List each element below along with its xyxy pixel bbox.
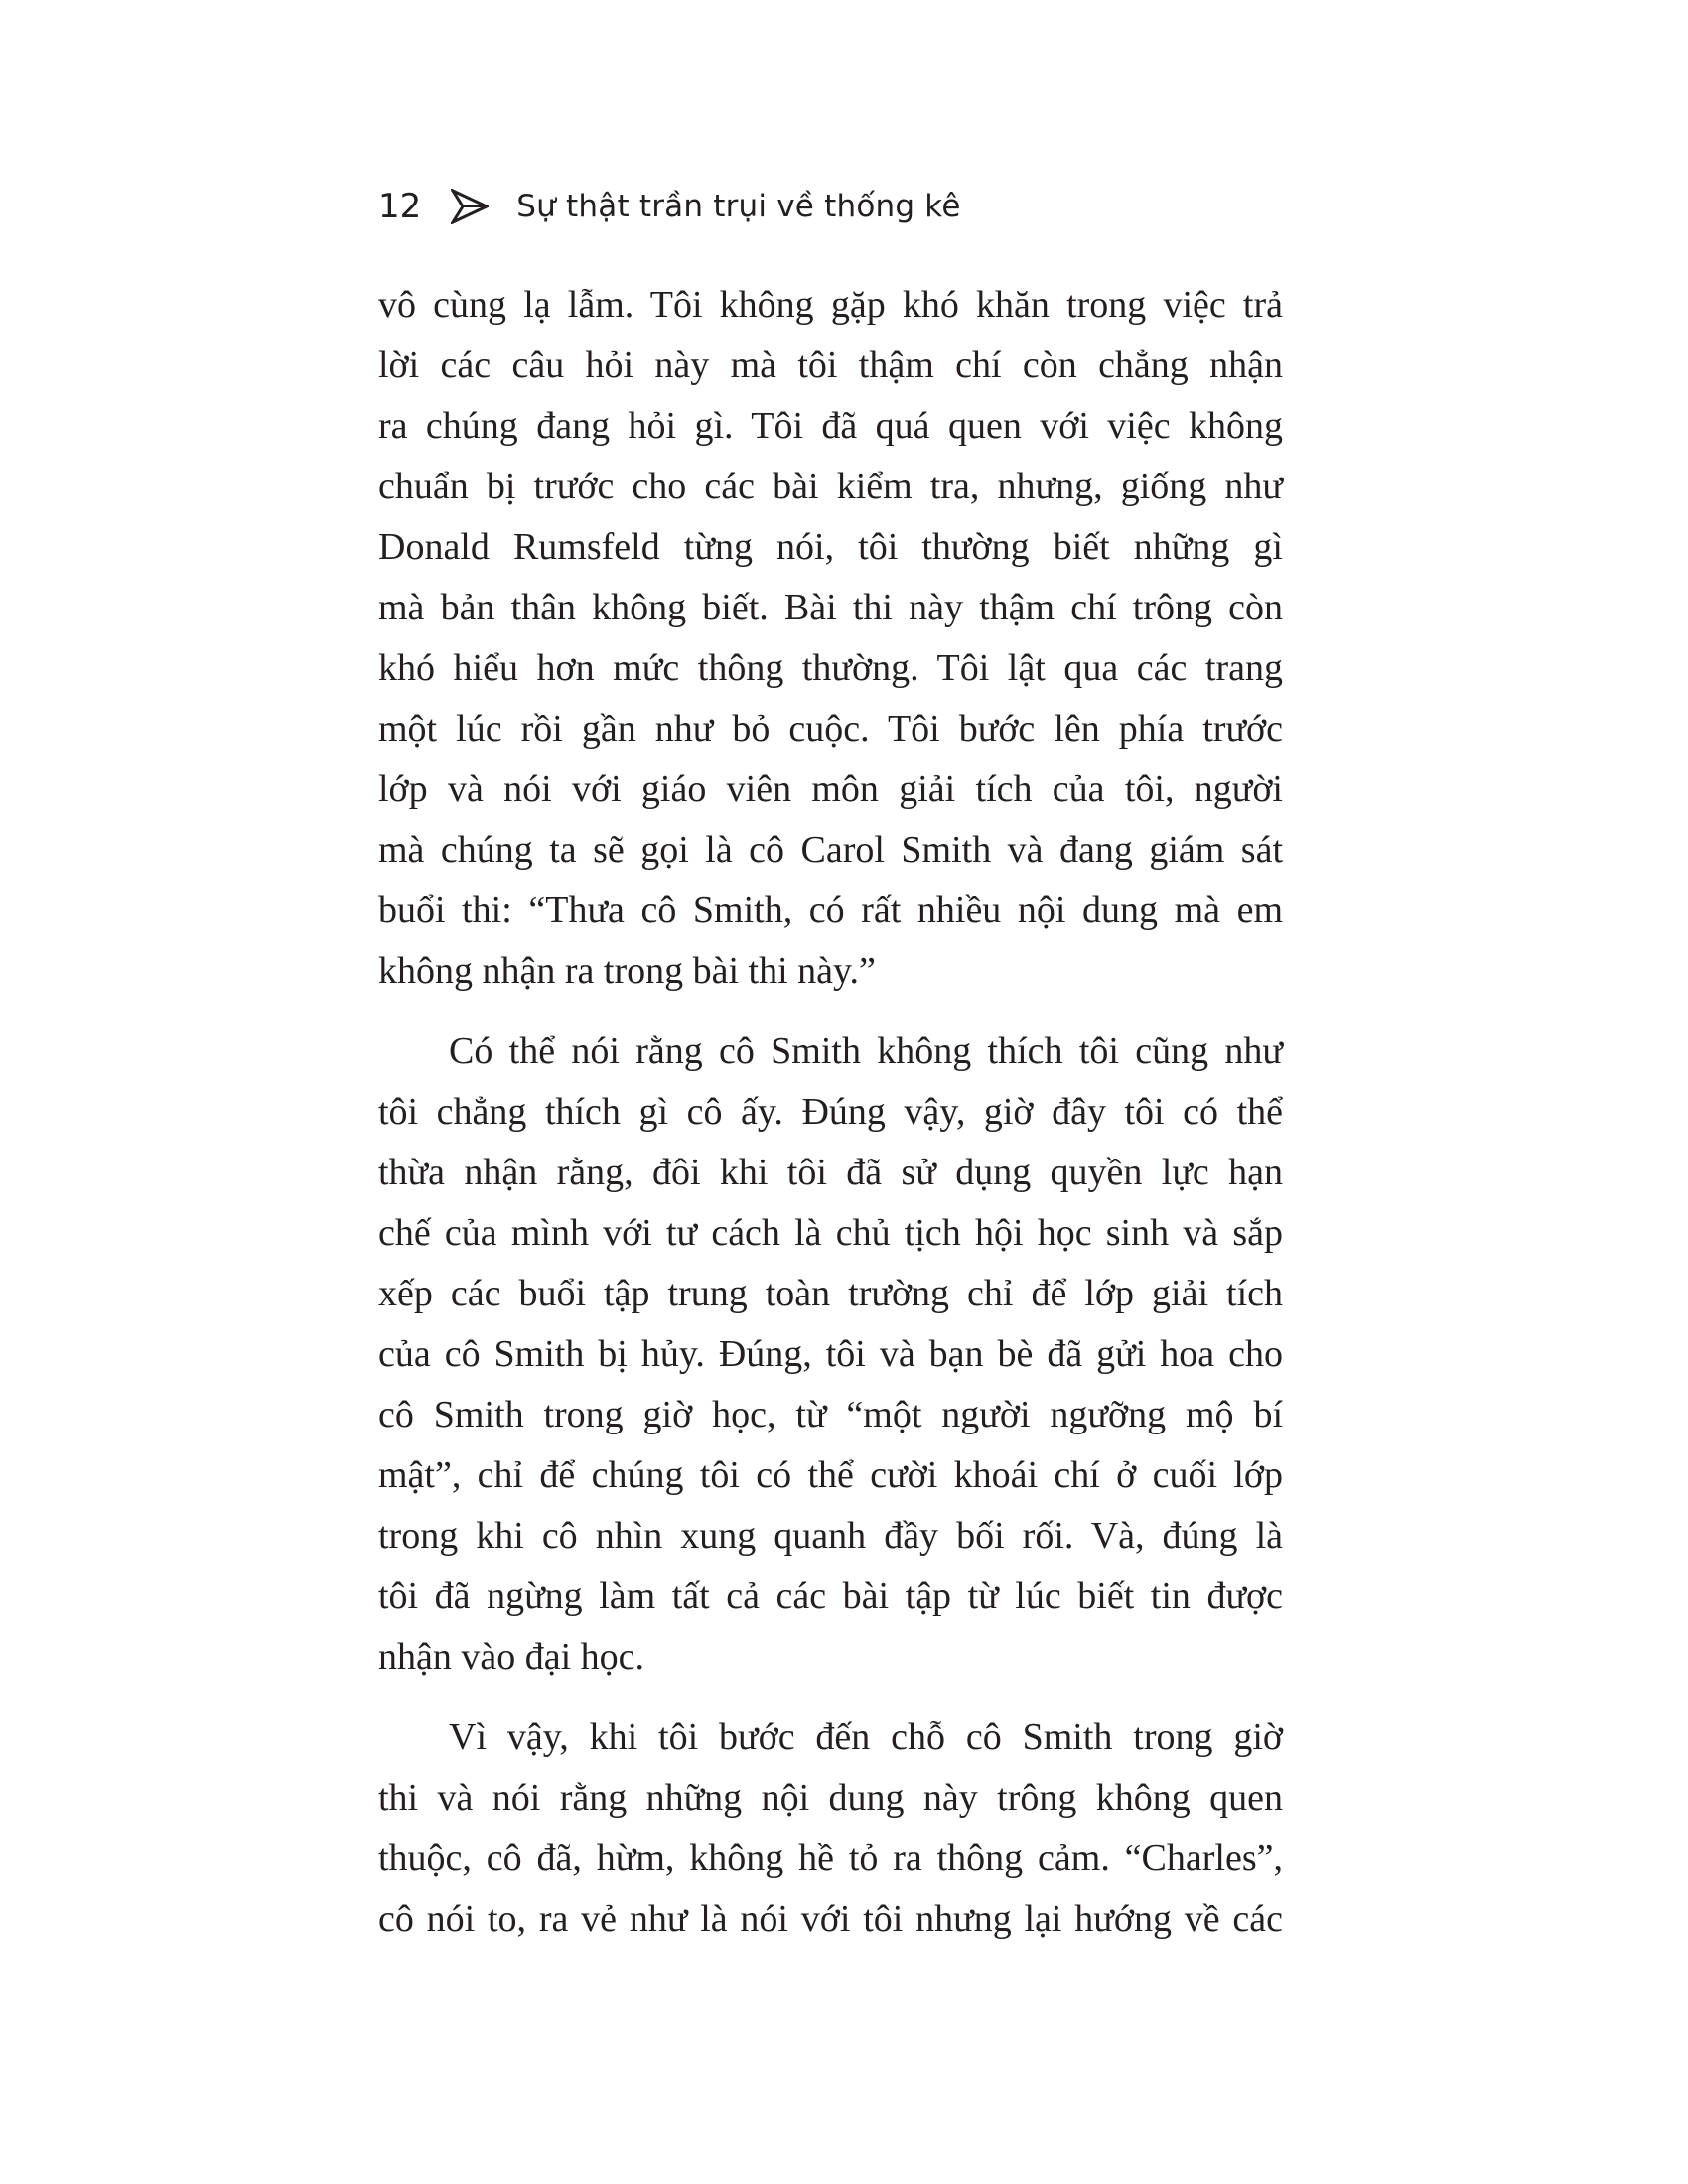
text-line: tôi đã ngừng làm tất cả các bài tập từ lúc biết tin được bbox=[378, 1575, 1283, 1617]
text-line: Có thể nói rằng cô Smith không thích tôi cũng như bbox=[449, 1030, 1283, 1072]
text-line: khó hiểu hơn mức thông thường. Tôi lật qua các trang bbox=[378, 647, 1283, 689]
text-line: cô nói to, ra vẻ như là nói với tôi nhưng lại hướng về các bbox=[378, 1898, 1283, 1940]
text-line: lời các câu hỏi này mà tôi thậm chí còn chẳng nhận bbox=[378, 344, 1283, 386]
text-line: nhận vào đại học. bbox=[378, 1636, 645, 1678]
text-line: cô Smith trong giờ học, từ “một người ngưỡng mộ bí bbox=[378, 1394, 1283, 1435]
text-line: trong khi cô nhìn xung quanh đầy bối rối. Và, đúng là bbox=[378, 1515, 1283, 1557]
text-line: thuộc, cô đã, hừm, không hề tỏ ra thông cảm. “Charles”, bbox=[378, 1838, 1283, 1879]
text-line: lớp và nói với giáo viên môn giải tích của tôi, người bbox=[378, 768, 1283, 810]
text-line: xếp các buổi tập trung toàn trường chỉ để lớp giải tích bbox=[378, 1273, 1283, 1314]
paragraph-2 bbox=[378, 1022, 1283, 1688]
running-title: Sự thật trần trụi về thống kê bbox=[516, 189, 961, 224]
text-line: tôi chẳng thích gì cô ấy. Đúng vậy, giờ đây tôi có thể bbox=[378, 1091, 1283, 1133]
text-line: một lúc rồi gần như bỏ cuộc. Tôi bước lên phía trước bbox=[378, 708, 1283, 750]
text-line: Vì vậy, khi tôi bước đến chỗ cô Smith trong giờ bbox=[449, 1716, 1283, 1758]
arrow-right-icon bbox=[451, 189, 489, 224]
paragraph-3 bbox=[378, 1707, 1283, 1950]
text-line: mật”, chỉ để chúng tôi có thể cười khoái chí ở cuối lớp bbox=[378, 1454, 1283, 1496]
body-text bbox=[378, 275, 1283, 1950]
text-line: thừa nhận rằng, đôi khi tôi đã sử dụng quyền lực hạn bbox=[378, 1152, 1283, 1193]
paragraph-1 bbox=[378, 275, 1283, 1002]
text-line: Donald Rumsfeld từng nói, tôi thường biết những gì bbox=[378, 526, 1283, 568]
text-line: của cô Smith bị hủy. Đúng, tôi và bạn bè đã gửi hoa cho bbox=[378, 1333, 1283, 1375]
text-line: vô cùng lạ lẫm. Tôi không gặp khó khăn trong việc trả bbox=[378, 284, 1283, 326]
text-line: buổi thi: “Thưa cô Smith, có rất nhiều nội dung mà em bbox=[378, 889, 1283, 931]
text-line: chuẩn bị trước cho các bài kiểm tra, nhưng, giống như bbox=[378, 466, 1283, 507]
page-number: 12 bbox=[378, 187, 422, 226]
text-line: thi và nói rằng những nội dung này trông không quen bbox=[378, 1777, 1283, 1819]
text-line: không nhận ra trong bài thi này.” bbox=[378, 950, 876, 992]
text-line: chế của mình với tư cách là chủ tịch hội học sinh và sắp bbox=[378, 1212, 1283, 1254]
text-line: mà bản thân không biết. Bài thi này thậm chí trông còn bbox=[378, 587, 1283, 628]
text-line: ra chúng đang hỏi gì. Tôi đã quá quen với việc không bbox=[378, 405, 1283, 447]
text-line: mà chúng ta sẽ gọi là cô Carol Smith và đang giám sát bbox=[378, 829, 1283, 871]
running-header bbox=[378, 185, 961, 228]
